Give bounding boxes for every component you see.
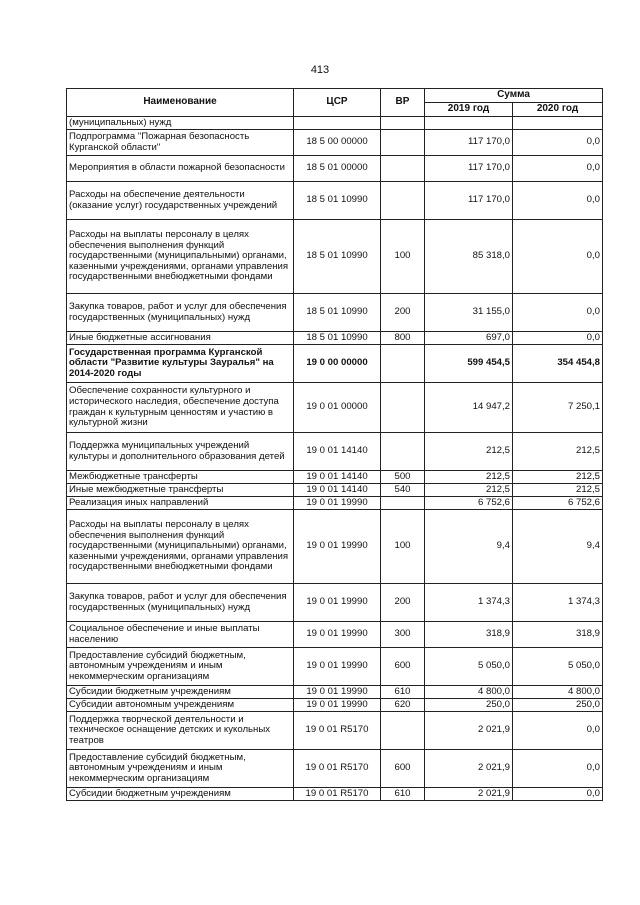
- row-name: Мероприятия в области пожарной безопасности: [67, 156, 294, 182]
- header-sum: Сумма: [425, 89, 603, 103]
- table-row: [67, 484, 603, 497]
- row-sum-2019: 14 947,2: [425, 383, 513, 433]
- row-vr: [381, 130, 425, 156]
- table-row: [67, 712, 603, 750]
- row-csr: 19 0 01 19990: [294, 648, 381, 686]
- row-vr: [381, 117, 425, 130]
- row-sum-2019: 9,4: [425, 510, 513, 584]
- row-sum-2019: 599 454,5: [425, 345, 513, 383]
- row-csr: 18 5 01 10990: [294, 294, 381, 332]
- row-csr: 19 0 01 19990: [294, 622, 381, 648]
- row-name: Закупка товаров, работ и услуг для обеспечения государственных (муниципальных) нужд: [67, 294, 294, 332]
- row-vr: 600: [381, 750, 425, 788]
- row-sum-2020: 0,0: [513, 294, 603, 332]
- row-sum-2019: 85 318,0: [425, 220, 513, 294]
- row-sum-2020: 318,9: [513, 622, 603, 648]
- table-row: [67, 497, 603, 510]
- row-sum-2020: 0,0: [513, 156, 603, 182]
- row-sum-2020: 212,5: [513, 433, 603, 471]
- row-name: Предоставление субсидий бюджетным, автономным учреждениям и иным некоммерческим организациям: [67, 750, 294, 788]
- row-csr: 19 0 01 14140: [294, 471, 381, 484]
- table-row: [67, 750, 603, 788]
- row-sum-2020: 4 800,0: [513, 686, 603, 699]
- row-vr: [381, 182, 425, 220]
- row-sum-2020: 0,0: [513, 130, 603, 156]
- row-sum-2020: 1 374,3: [513, 584, 603, 622]
- row-name: Обеспечение сохранности культурного и исторического наследия, обеспечение доступа граждан к культурным ценностям и участию в культурной жизни: [67, 383, 294, 433]
- row-sum-2019: 4 800,0: [425, 686, 513, 699]
- row-vr: 540: [381, 484, 425, 497]
- row-sum-2020: [513, 117, 603, 130]
- table-row: [67, 510, 603, 584]
- row-name: Межбюджетные трансферты: [67, 471, 294, 484]
- row-name: Реализация иных направлений: [67, 497, 294, 510]
- row-vr: [381, 433, 425, 471]
- row-name: Предоставление субсидий бюджетным, автономным учреждениям и иным некоммерческим организациям: [67, 648, 294, 686]
- row-sum-2019: 212,5: [425, 471, 513, 484]
- row-sum-2020: 212,5: [513, 471, 603, 484]
- header-csr: ЦСР: [294, 89, 381, 117]
- row-sum-2019: 250,0: [425, 699, 513, 712]
- row-name: Социальное обеспечение и иные выплаты населению: [67, 622, 294, 648]
- table-row: [67, 622, 603, 648]
- table-header: [67, 89, 603, 117]
- budget-table: [66, 88, 603, 801]
- row-vr: 610: [381, 686, 425, 699]
- row-sum-2020: 6 752,6: [513, 497, 603, 510]
- row-name: Поддержка муниципальных учреждений культуры и дополнительного образования детей: [67, 433, 294, 471]
- row-csr: 19 0 01 00000: [294, 383, 381, 433]
- row-sum-2020: 250,0: [513, 699, 603, 712]
- header-vr: ВР: [381, 89, 425, 117]
- row-name: Расходы на обеспечение деятельности (оказание услуг) государственных учреждений: [67, 182, 294, 220]
- row-csr: 18 5 01 10990: [294, 220, 381, 294]
- row-csr: 19 0 01 R5170: [294, 788, 381, 801]
- row-vr: 610: [381, 788, 425, 801]
- row-csr: 19 0 01 19990: [294, 686, 381, 699]
- row-name: Иные межбюджетные трансферты: [67, 484, 294, 497]
- table-row: [67, 699, 603, 712]
- table-row: [67, 345, 603, 383]
- row-sum-2019: 117 170,0: [425, 182, 513, 220]
- row-vr: 200: [381, 294, 425, 332]
- row-name: Субсидии автономным учреждениям: [67, 699, 294, 712]
- table-row: [67, 220, 603, 294]
- row-vr: 620: [381, 699, 425, 712]
- row-csr: 19 0 01 R5170: [294, 712, 381, 750]
- row-name: Расходы на выплаты персоналу в целях обеспечения выполнения функций государственными (муниципальными) органами, казенными учреждениями, органами управления государственными внебюджетными фондами: [67, 220, 294, 294]
- row-vr: 800: [381, 332, 425, 345]
- row-sum-2019: 697,0: [425, 332, 513, 345]
- header-year-2020: 2020 год: [513, 103, 603, 117]
- row-csr: 19 0 01 19990: [294, 699, 381, 712]
- row-sum-2020: 0,0: [513, 182, 603, 220]
- row-sum-2020: 9,4: [513, 510, 603, 584]
- row-csr: 19 0 01 14140: [294, 433, 381, 471]
- row-vr: [381, 383, 425, 433]
- row-vr: 100: [381, 510, 425, 584]
- row-sum-2020: 212,5: [513, 484, 603, 497]
- table-row: [67, 182, 603, 220]
- row-sum-2019: 318,9: [425, 622, 513, 648]
- page-number: 413: [310, 64, 330, 76]
- row-sum-2019: 2 021,9: [425, 712, 513, 750]
- row-sum-2019: 1 374,3: [425, 584, 513, 622]
- row-vr: [381, 156, 425, 182]
- row-sum-2020: 0,0: [513, 220, 603, 294]
- table-row: [67, 130, 603, 156]
- row-csr: 19 0 01 R5170: [294, 750, 381, 788]
- row-name: (муниципальных) нужд: [67, 117, 294, 130]
- row-name: Субсидии бюджетным учреждениям: [67, 686, 294, 699]
- table-row: [67, 788, 603, 801]
- header-year-2019: 2019 год: [425, 103, 513, 117]
- row-csr: 19 0 01 19990: [294, 510, 381, 584]
- row-name: Подпрограмма "Пожарная безопасность Курганской области": [67, 130, 294, 156]
- table-row: [67, 156, 603, 182]
- table-row: [67, 584, 603, 622]
- table-row: [67, 332, 603, 345]
- row-sum-2020: 0,0: [513, 712, 603, 750]
- row-name: Расходы на выплаты персоналу в целях обеспечения выполнения функций государственными (муниципальными) органами, казенными учреждениями, органами управления государственными внебюджетными фондами: [67, 510, 294, 584]
- row-vr: [381, 497, 425, 510]
- row-vr: 100: [381, 220, 425, 294]
- row-sum-2019: 212,5: [425, 484, 513, 497]
- row-sum-2019: 5 050,0: [425, 648, 513, 686]
- row-vr: 200: [381, 584, 425, 622]
- table-row: [67, 686, 603, 699]
- row-vr: [381, 345, 425, 383]
- row-name: Поддержка творческой деятельности и техническое оснащение детских и кукольных театров: [67, 712, 294, 750]
- row-csr: 18 5 01 00000: [294, 156, 381, 182]
- row-sum-2020: 0,0: [513, 750, 603, 788]
- row-sum-2020: 7 250,1: [513, 383, 603, 433]
- row-vr: 600: [381, 648, 425, 686]
- row-vr: 300: [381, 622, 425, 648]
- row-name: Иные бюджетные ассигнования: [67, 332, 294, 345]
- row-name: Субсидии бюджетным учреждениям: [67, 788, 294, 801]
- row-csr: 18 5 00 00000: [294, 130, 381, 156]
- table-row: [67, 383, 603, 433]
- row-csr: 19 0 01 19990: [294, 584, 381, 622]
- row-csr: 19 0 01 19990: [294, 497, 381, 510]
- row-sum-2019: 212,5: [425, 433, 513, 471]
- row-sum-2019: 2 021,9: [425, 788, 513, 801]
- row-name: Закупка товаров, работ и услуг для обеспечения государственных (муниципальных) нужд: [67, 584, 294, 622]
- row-csr: 19 0 00 00000: [294, 345, 381, 383]
- row-sum-2019: 6 752,6: [425, 497, 513, 510]
- row-name: Государственная программа Курганской области "Развитие культуры Зауралья" на 2014-2020 годы: [67, 345, 294, 383]
- row-sum-2019: 117 170,0: [425, 156, 513, 182]
- table-row: [67, 648, 603, 686]
- row-csr: 18 5 01 10990: [294, 332, 381, 345]
- row-sum-2019: 117 170,0: [425, 130, 513, 156]
- row-sum-2020: 0,0: [513, 788, 603, 801]
- row-sum-2020: 354 454,8: [513, 345, 603, 383]
- row-sum-2020: 5 050,0: [513, 648, 603, 686]
- row-sum-2019: 2 021,9: [425, 750, 513, 788]
- table-row: [67, 294, 603, 332]
- table-body: [67, 117, 603, 801]
- table-row: [67, 433, 603, 471]
- table-row: [67, 471, 603, 484]
- row-csr: 19 0 01 14140: [294, 484, 381, 497]
- row-sum-2020: 0,0: [513, 332, 603, 345]
- row-csr: [294, 117, 381, 130]
- row-sum-2019: 31 155,0: [425, 294, 513, 332]
- table-row: [67, 117, 603, 130]
- row-sum-2019: [425, 117, 513, 130]
- row-vr: [381, 712, 425, 750]
- row-vr: 500: [381, 471, 425, 484]
- row-csr: 18 5 01 10990: [294, 182, 381, 220]
- header-name: Наименование: [67, 89, 294, 117]
